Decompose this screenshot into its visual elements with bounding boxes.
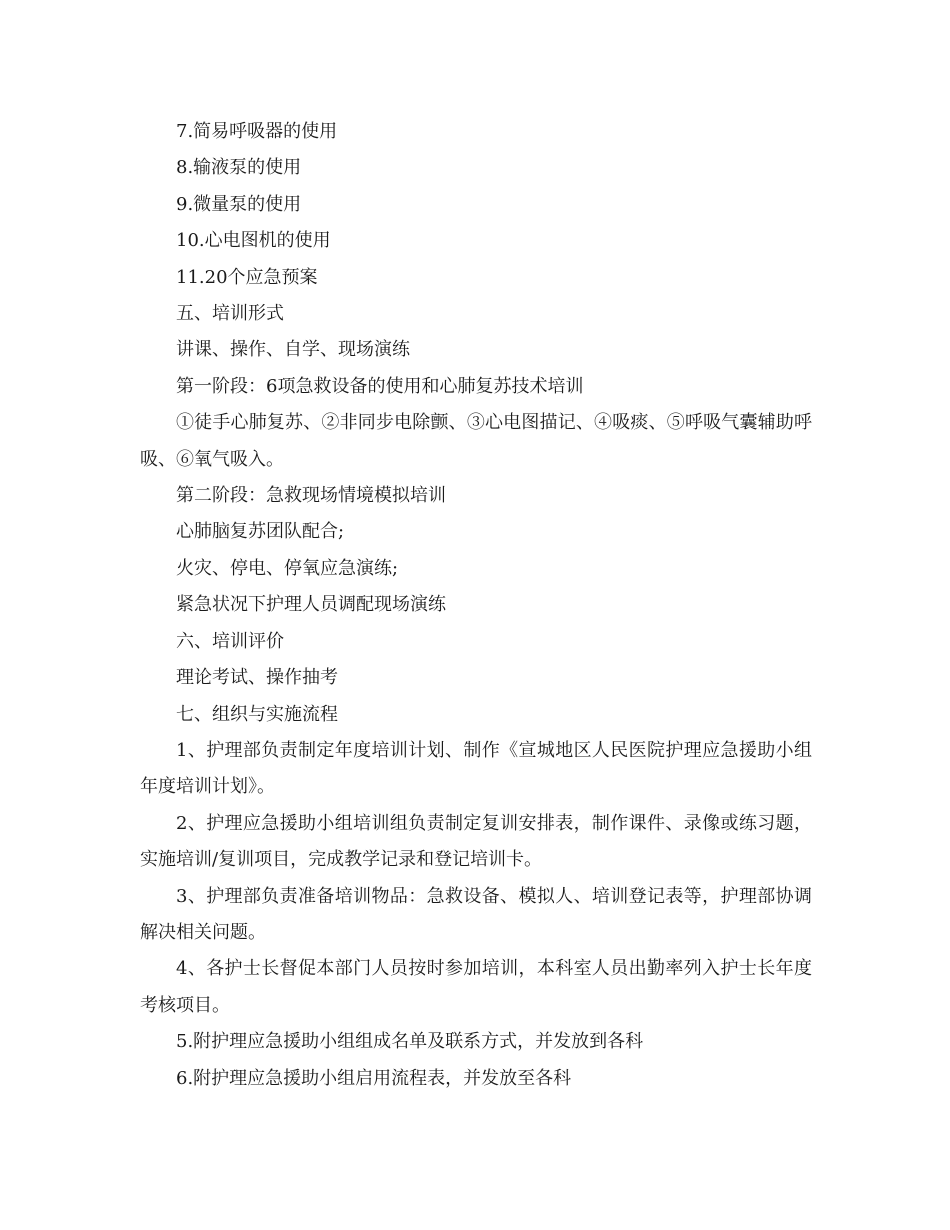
phase-one-heading: 第一阶段：6项急救设备的使用和心肺复苏技术培训 [176,375,584,397]
phase-two-item-staffing: 紧急状况下护理人员调配现场演练 [176,594,446,616]
phase-two-heading: 第二阶段：急救现场情境模拟培训 [176,485,446,507]
document-body [140,114,812,1097]
process-step-1: 1、护理部负责制定年度培训计划、制作《宣城地区人民医院护理应急援助小组年度培训计划》。 [140,739,812,798]
phase-one-items: ①徒手心肺复苏、②非同步电除颤、③心电图描记、④吸痰、⑤呼吸气囊辅助呼吸、⑥氧气吸入。 [140,412,812,470]
process-step-3: 3、护理部负责准备培训物品：急救设备、模拟人、培训登记表等，护理部协调解决相关问题。 [140,885,812,943]
phase-two-item-cpr-team: 心肺脑复苏团队配合; [176,521,345,543]
process-step-4: 4、各护士长督促本部门人员按时参加培训，本科室人员出勤率列入护士长年度考核项目。 [140,958,812,1016]
list-item-7: 7.简易呼吸器的使用 [176,121,338,142]
list-item-10: 10.心电图机的使用 [176,230,331,252]
process-step-5: 5.附护理应急援助小组组成名单及联系方式，并发放到各科 [176,1031,644,1053]
section-heading-evaluation: 六、培训评价 [176,630,284,652]
section-heading-training-format: 五、培训形式 [176,303,284,325]
section-heading-organization: 七、组织与实施流程 [176,703,338,725]
evaluation-methods: 理论考试、操作抽考 [176,667,338,689]
phase-two-item-drills: 火灾、停电、停氧应急演练; [176,557,399,579]
list-item-9: 9.微量泵的使用 [176,193,302,215]
process-step-2: 2、护理应急援助小组培训组负责制定复训安排表，制作课件、录像或练习题，实施培训/复训项目，完成教学记录和登记培训卡。 [140,812,812,871]
list-item-11: 11.20个应急预案 [176,266,318,288]
list-item-8: 8.输液泵的使用 [176,157,302,179]
process-step-6: 6.附护理应急援助小组启用流程表，并发放至各科 [176,1067,572,1089]
training-methods: 讲课、操作、自学、现场演练 [176,339,410,361]
